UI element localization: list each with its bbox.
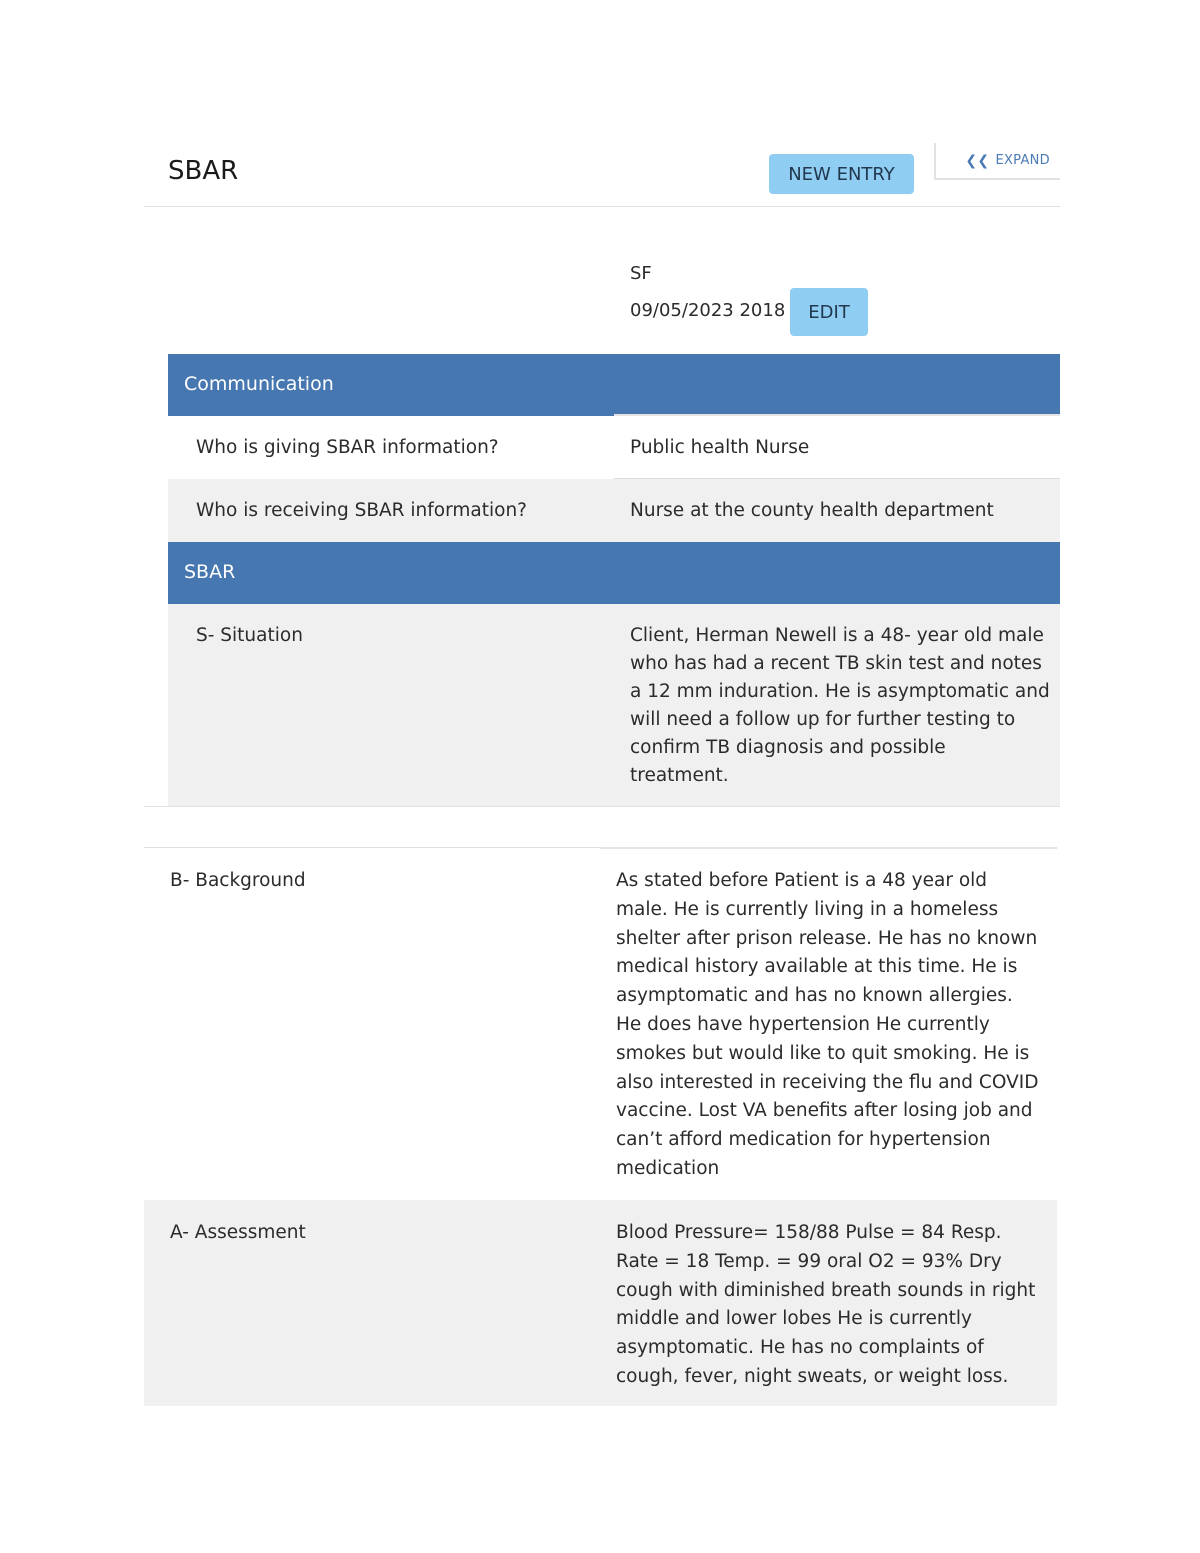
row-value: Nurse at the county health department bbox=[630, 500, 994, 521]
background-value: As stated before Patient is a 48 year old male. He is currently living in a homeless shelter after prison release. He has no known medical history available at this time. He is asymptomatic and has no known allergies. He does have hypertension He currently smokes but would like to quit smoking. He is also interested in receiving the flu and COVID vaccine. Lost VA benefits after losing job and can’t afford medication for hypertension medication bbox=[616, 870, 1039, 1179]
assessment-value: Blood Pressure= 158/88 Pulse = 84 Resp. Rate = 18 Temp. = 99 oral O2 = 93% Dry cough with diminished breath sounds in right middle and lower lobes He is currently asymptomatic. He has no complaints of cough, fever, night sweats, or weight loss. bbox=[616, 1222, 1036, 1387]
section-header-sbar bbox=[168, 542, 1060, 604]
new-entry-button[interactable]: NEW ENTRY bbox=[769, 154, 914, 194]
row-label: Who is receiving SBAR information? bbox=[196, 500, 528, 521]
entry-datetime: 09/05/2023 2018 bbox=[630, 300, 786, 321]
section-title: Communication bbox=[184, 373, 334, 395]
divider bbox=[614, 478, 1060, 479]
header-divider bbox=[144, 206, 1060, 207]
edit-button[interactable]: EDIT bbox=[790, 288, 868, 336]
expand-button[interactable] bbox=[934, 143, 1060, 180]
page-title: SBAR bbox=[168, 156, 239, 186]
row-label: Who is giving SBAR information? bbox=[196, 437, 499, 458]
section-header-communication bbox=[168, 354, 1060, 416]
divider bbox=[144, 847, 600, 848]
situation-label: S- Situation bbox=[196, 625, 303, 646]
situation-value: Client, Herman Newell is a 48- year old male who has had a recent TB skin test and notes a 12 mm induration. He is asymptomatic and will need a follow up for further testing to confirm TB diagnosis and possible treatment. bbox=[630, 625, 1050, 786]
entry-author-initials: SF bbox=[630, 263, 652, 284]
divider bbox=[600, 847, 1057, 849]
double-chevron-left-icon: ❮❮ bbox=[965, 152, 990, 169]
expand-label: EXPAND bbox=[995, 153, 1050, 168]
background-label: B- Background bbox=[170, 870, 306, 891]
row-value: Public health Nurse bbox=[630, 437, 810, 458]
divider bbox=[144, 806, 1060, 807]
assessment-label: A- Assessment bbox=[170, 1222, 306, 1243]
section-title: SBAR bbox=[184, 561, 236, 583]
